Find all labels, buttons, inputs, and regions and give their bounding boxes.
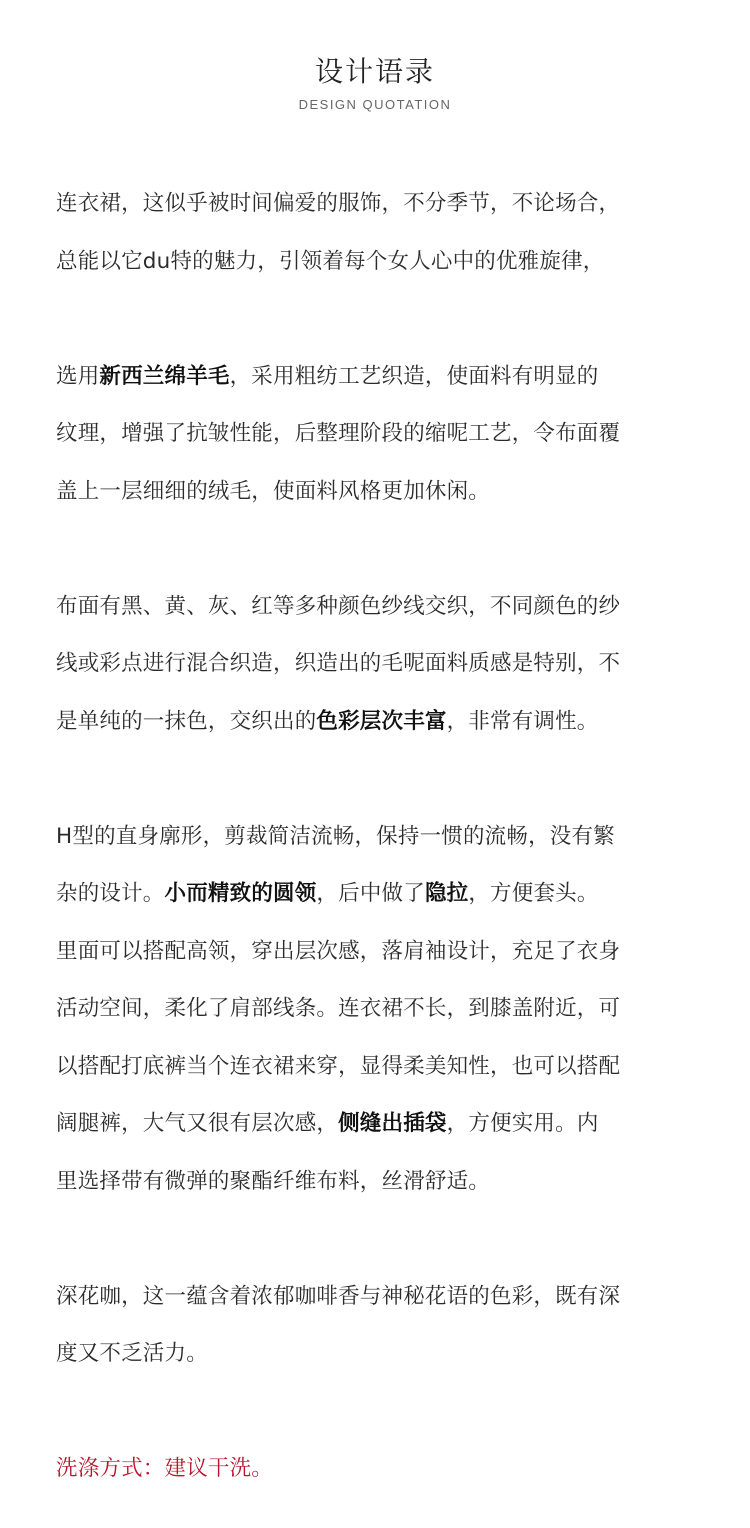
- text-line: [56, 865, 696, 923]
- text-line: 线或彩点进行混合织造，织造出的毛呢面料质感是特别，不: [56, 651, 621, 676]
- text-line: 盖上一层细细的绒毛，使面料风格更加休闲。: [56, 478, 491, 504]
- text-line: 度又不乏活力。: [56, 1341, 208, 1366]
- text-line: 连衣裙，这似乎被时间偏爱的服饰，不分季节，不论场合，: [56, 191, 621, 216]
- text-line: 活动空间，柔化了肩部线条。连衣裙不长，到膝盖附近，可: [56, 996, 621, 1021]
- text-line: 以搭配打底裤当个连衣裙来穿，显得柔美知性，也可以搭配: [56, 1053, 621, 1079]
- text-line: [56, 1095, 696, 1153]
- highlight-text: 小而精致的圆领: [164, 881, 317, 906]
- text-segment: ，方便套头。: [468, 881, 599, 906]
- text-line: 里选择带有微弹的聚酯纤维布料，丝滑舒适。: [56, 1168, 491, 1194]
- paragraph-spacer: [56, 290, 696, 348]
- design-quotation-body: [56, 175, 696, 1498]
- paragraph-spacer: [56, 750, 696, 808]
- paragraph-color-yarn: [56, 578, 696, 751]
- text-segment: ，非常有调性。: [446, 708, 599, 734]
- text-segment: ，采用粗纺工艺织造，使面料有明显的: [229, 363, 599, 389]
- paragraph-intro: [56, 175, 696, 290]
- paragraph-silhouette: [56, 808, 696, 1211]
- paragraph-spacer: [56, 1383, 696, 1441]
- text-segment: ，方便实用。内: [446, 1111, 599, 1136]
- text-segment: 杂的设计。: [56, 881, 165, 906]
- care-instruction: [56, 1440, 696, 1498]
- text-line: 纹理，增强了抗皱性能，后整理阶段的缩呢工艺，令布面覆: [56, 421, 621, 446]
- highlight-text: 侧缝出插袋: [338, 1111, 447, 1136]
- highlight-text: 新西兰绵羊毛: [99, 363, 230, 389]
- text-segment: 阔腿裤，大气又很有层次感，: [56, 1111, 339, 1136]
- page-header: [0, 52, 750, 114]
- page-title: 设计语录: [314, 55, 435, 88]
- text-line: 深花咖，这一蕴含着浓郁咖啡香与神秘花语的色彩，既有深: [56, 1283, 621, 1309]
- highlight-text: 隐拉: [424, 881, 469, 906]
- highlight-text: 色彩层次丰富: [316, 708, 447, 734]
- page-subtitle: DESIGN QUOTATION: [298, 97, 452, 112]
- text-segment: 是单纯的一抹色，交织出的: [56, 708, 317, 734]
- text-segment: 选用: [56, 363, 100, 389]
- text-line: [56, 693, 696, 751]
- text-segment: ，后中做了: [316, 881, 425, 906]
- paragraph-spacer: [56, 520, 696, 578]
- paragraph-fabric: [56, 348, 696, 521]
- text-line: 里面可以搭配高领，穿出层次感，落肩袖设计，充足了衣身: [56, 938, 621, 964]
- paragraph-colorway: [56, 1268, 696, 1383]
- text-line: 布面有黑、黄、灰、红等多种颜色纱线交织，不同颜色的纱: [56, 593, 621, 619]
- care-text: 洗涤方式：建议干洗。: [56, 1456, 274, 1481]
- text-line: H型的直身廓形，剪裁简洁流畅，保持一惯的流畅，没有繁: [56, 823, 615, 849]
- text-line: 总能以它du特的魅力，引领着每个女人心中的优雅旋律，: [56, 248, 605, 274]
- paragraph-spacer: [56, 1210, 696, 1268]
- text-line: [56, 348, 696, 406]
